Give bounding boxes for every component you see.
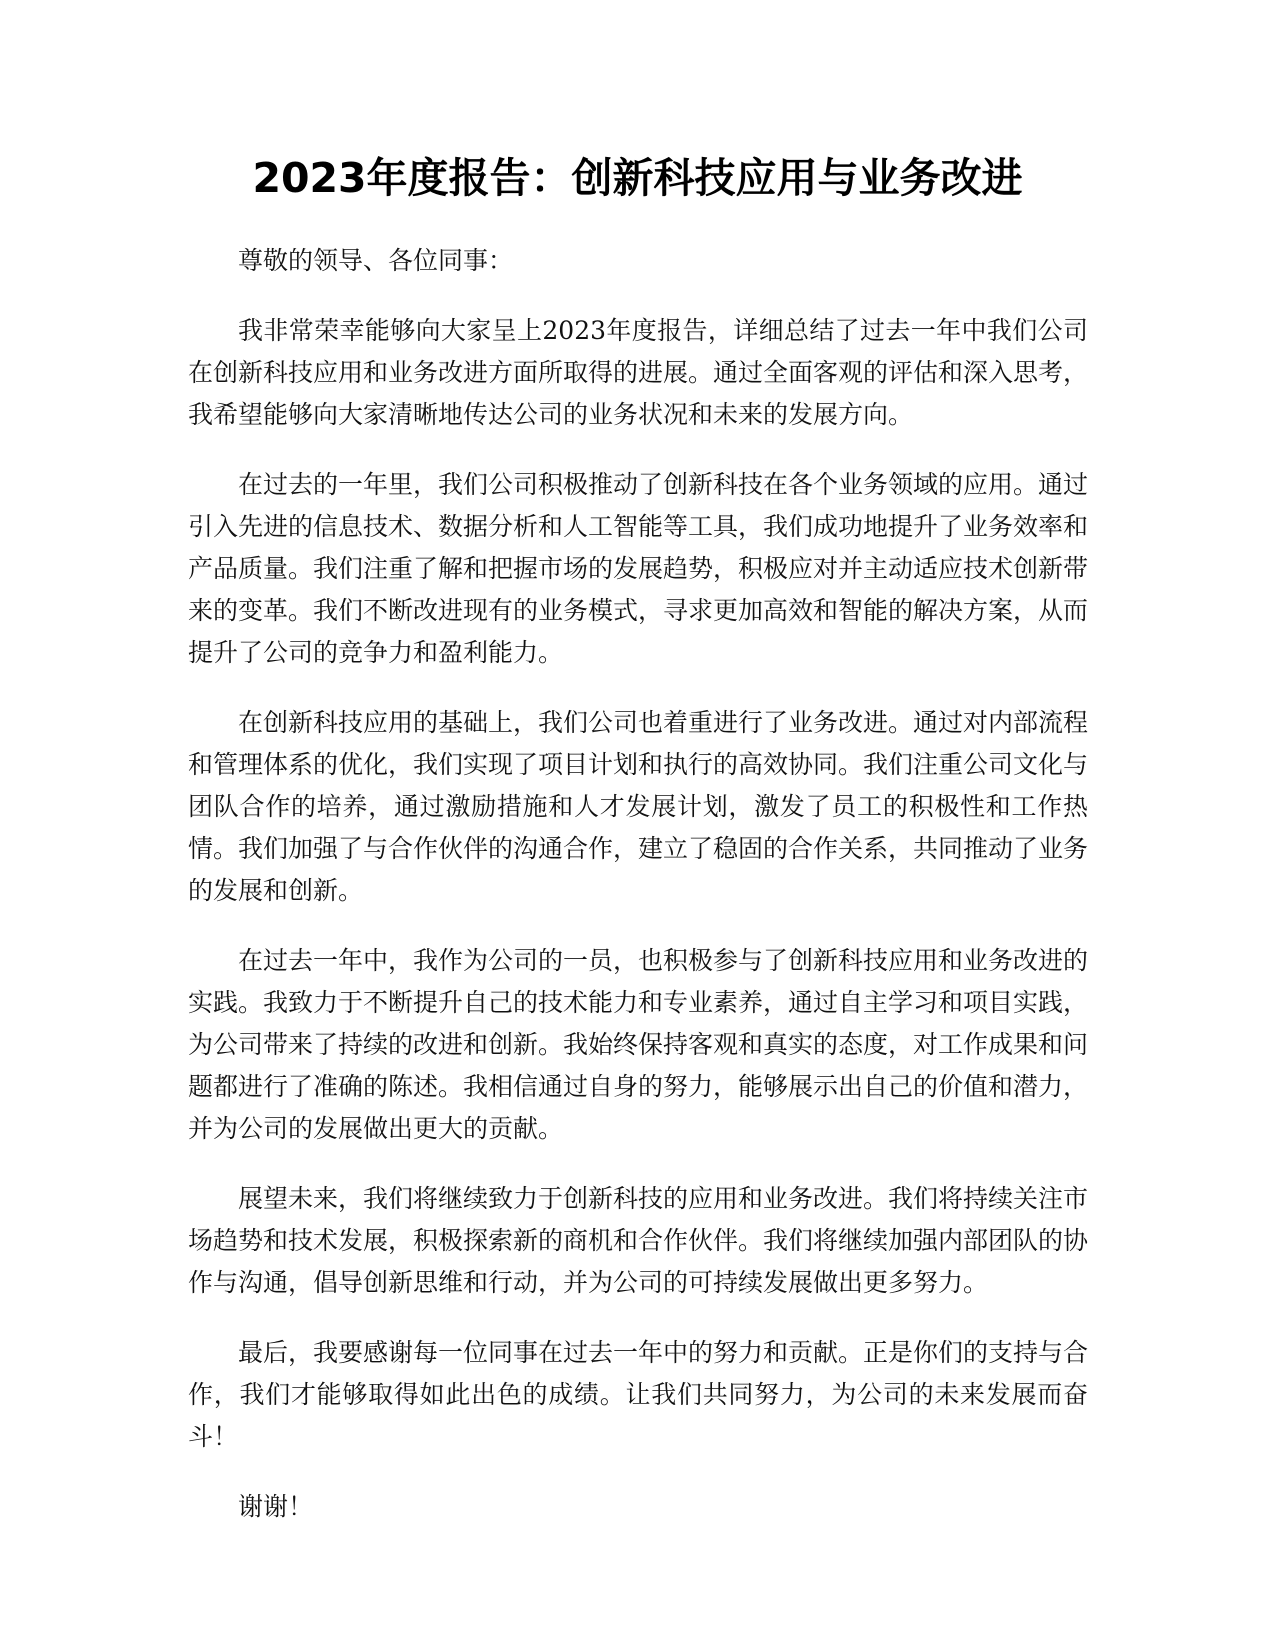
- paragraph-personal-contribution: 在过去一年中，我作为公司的一员，也积极参与了创新科技应用和业务改进的实践。我致力于不断提升自己的技术能力和专业素养，通过自主学习和项目实践，为公司带来了持续的改进和创新。我始终保持客观和真实的态度，对工作成果和问题都进行了准确的陈述。我相信通过自身的努力，能够展示出自己的价值和潜力，并为公司的发展做出更大的贡献。: [188, 946, 1089, 1143]
- document-body: [188, 240, 1088, 1556]
- paragraph-technology: 在过去的一年里，我们公司积极推动了创新科技在各个业务领域的应用。通过引入先进的信息技术、数据分析和人工智能等工具，我们成功地提升了业务效率和产品质量。我们注重了解和把握市场的发展趋势，积极应对并主动适应技术创新带来的变革。我们不断改进现有的业务模式，寻求更加高效和智能的解决方案，从而提升了公司的竞争力和盈利能力。: [188, 470, 1089, 667]
- paragraph-intro: 我非常荣幸能够向大家呈上2023年度报告，详细总结了过去一年中我们公司在创新科技应用和业务改进方面所取得的进展。通过全面客观的评估和深入思考，我希望能够向大家清晰地传达公司的业务状况和未来的发展方向。: [188, 316, 1089, 429]
- document-title: 2023年度报告：创新科技应用与业务改进: [252, 154, 1023, 202]
- paragraph-outlook: 展望未来，我们将继续致力于创新科技的应用和业务改进。我们将持续关注市场趋势和技术发展，积极探索新的商机和合作伙伴。我们将继续加强内部团队的协作与沟通，倡导创新思维和行动，并为公司的可持续发展做出更多努力。: [188, 1184, 1089, 1297]
- paragraph-business-improvement: 在创新科技应用的基础上，我们公司也着重进行了业务改进。通过对内部流程和管理体系的优化，我们实现了项目计划和执行的高效协同。我们注重公司文化与团队合作的培养，通过激励措施和人才发展计划，激发了员工的积极性和工作热情。我们加强了与合作伙伴的沟通合作，建立了稳固的合作关系，共同推动了业务的发展和创新。: [188, 708, 1089, 905]
- paragraph-thanks: 最后，我要感谢每一位同事在过去一年中的努力和贡献。正是你们的支持与合作，我们才能够取得如此出色的成绩。让我们共同努力，为公司的未来发展而奋斗！: [188, 1338, 1089, 1451]
- salutation: 尊敬的领导、各位同事：: [238, 246, 514, 275]
- closing: 谢谢！: [238, 1492, 314, 1521]
